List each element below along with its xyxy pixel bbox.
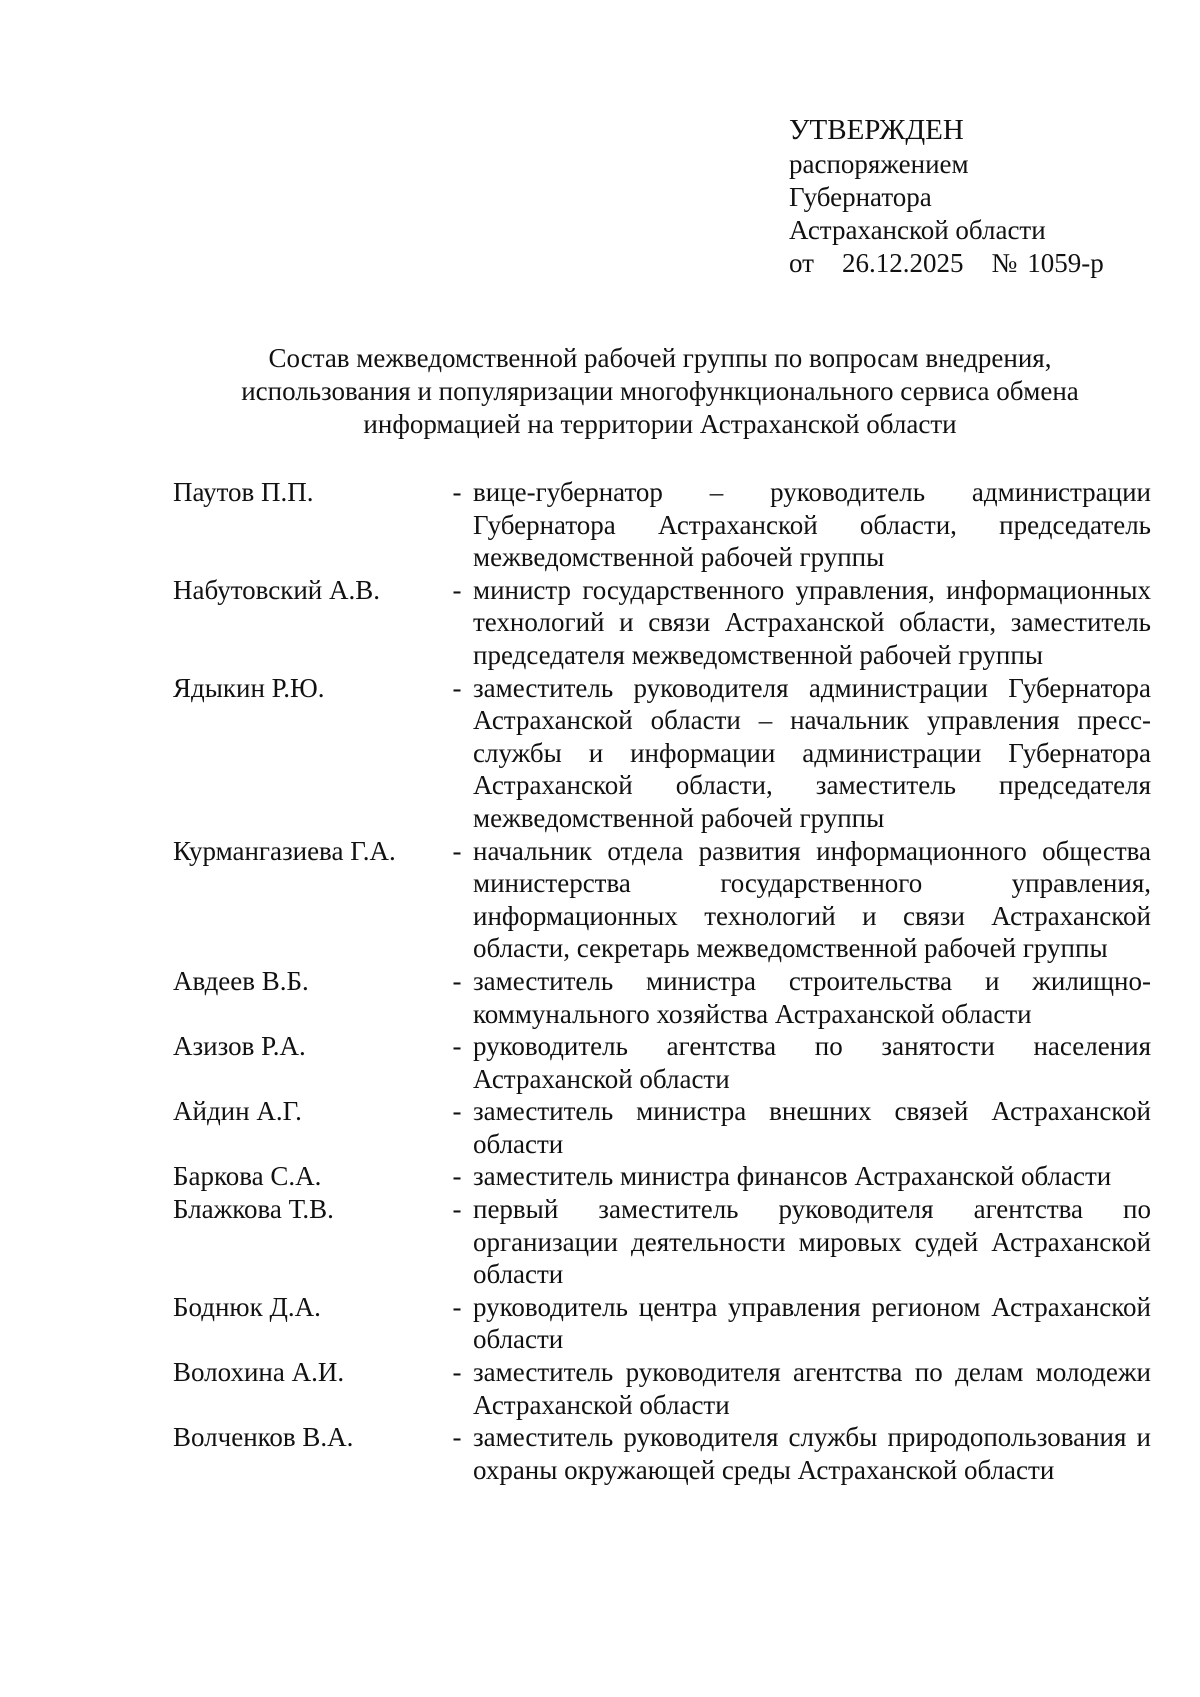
member-name: Набутовский А.В. <box>173 574 380 605</box>
member-row <box>173 1030 1151 1095</box>
member-name: Баркова С.А. <box>173 1161 322 1192</box>
heading-line-3: информацией на территории Астраханской области <box>363 409 957 439</box>
member-dash: - <box>452 1194 462 1225</box>
member-role: начальник отдела развития информационного общества министерства государственного управления, информационных технологий и связи Астраханской области, секретарь межведомственной рабочей группы <box>473 835 1151 964</box>
member-dash: - <box>452 1357 462 1388</box>
member-role: заместитель министра финансов Астраханской области <box>473 1161 1112 1192</box>
member-name: Курмангазиева Г.А. <box>173 835 396 866</box>
approval-reference <box>789 247 1104 280</box>
member-role: вице-губернатор – руководитель администрации Губернатора Астраханской области, председатель межведомственной рабочей группы <box>473 477 1151 573</box>
member-row <box>173 672 1151 835</box>
member-role: заместитель министра строительства и жилищно-коммунального хозяйства Астраханской области <box>473 965 1151 1029</box>
member-role: заместитель руководителя агентства по делам молодежи Астраханской области <box>473 1357 1151 1420</box>
member-role: заместитель руководителя администрации Губернатора Астраханской области – начальник управления пресс-службы и информации администрации Губернатора Астраханской области, заместитель председателя межведомственной рабочей группы <box>473 672 1151 833</box>
approval-line-governor: Губернатора <box>789 182 932 212</box>
document-heading <box>180 342 1140 441</box>
member-role: руководитель агентства по занятости населения Астраханской области <box>473 1031 1151 1094</box>
member-name: Волченков В.А. <box>173 1422 354 1453</box>
member-role: министр государственного управления, информационных технологий и связи Астраханской области, заместитель председателя межведомственной рабочей группы <box>473 574 1151 670</box>
member-name: Ядыкин Р.Ю. <box>173 672 325 703</box>
member-dash: - <box>452 574 462 605</box>
approval-line-order: распоряжением <box>789 149 969 179</box>
member-dash: - <box>452 1031 462 1062</box>
member-role: заместитель министра внешних связей Астраханской области <box>473 1096 1151 1159</box>
members-list <box>173 476 1151 1486</box>
member-row <box>173 574 1151 672</box>
member-name: Блажкова Т.В. <box>173 1194 334 1225</box>
member-row <box>173 1095 1151 1160</box>
approval-title: УТВЕРЖДЕН <box>789 114 964 146</box>
member-row <box>173 1160 1151 1193</box>
member-role: первый заместитель руководителя агентства по организации деятельности мировых судей Астраханской области <box>473 1194 1151 1290</box>
member-name: Азизов Р.А. <box>173 1031 306 1062</box>
approval-line-region: Астраханской области <box>789 215 1046 245</box>
approval-number-sign: № <box>991 248 1018 278</box>
member-dash: - <box>452 835 462 866</box>
approval-date: 26.12.2025 <box>841 248 964 278</box>
member-dash: - <box>452 1096 462 1127</box>
member-dash: - <box>452 965 462 996</box>
member-row <box>173 1193 1151 1291</box>
member-name: Паутов П.П. <box>173 477 314 507</box>
member-row <box>173 1356 1151 1421</box>
member-dash: - <box>452 672 462 703</box>
member-name: Авдеев В.Б. <box>173 965 309 996</box>
member-role: заместитель руководителя службы природопользования и охраны окружающей среды Астраханской области <box>473 1422 1151 1485</box>
member-name: Волохина А.И. <box>173 1357 345 1388</box>
member-name: Боднюк Д.А. <box>173 1291 321 1322</box>
member-dash: - <box>452 1291 462 1322</box>
heading-line-1: Состав межведомственной рабочей группы по вопросам внедрения, <box>268 343 1052 373</box>
approval-from-label: от <box>789 248 814 278</box>
member-row <box>173 476 1151 574</box>
approval-stamp <box>789 112 1104 280</box>
member-name: Айдин А.Г. <box>173 1096 302 1127</box>
approval-number: 1059-р <box>1027 248 1104 278</box>
member-row <box>173 965 1151 1030</box>
member-row <box>173 1291 1151 1356</box>
member-dash: - <box>452 477 462 507</box>
member-role: руководитель центра управления регионом Астраханской области <box>473 1291 1151 1355</box>
member-row <box>173 1421 1151 1486</box>
heading-line-2: использования и популяризации многофункционального сервиса обмена <box>241 376 1079 406</box>
member-dash: - <box>452 1161 462 1192</box>
member-row <box>173 835 1151 965</box>
member-dash: - <box>452 1422 462 1453</box>
